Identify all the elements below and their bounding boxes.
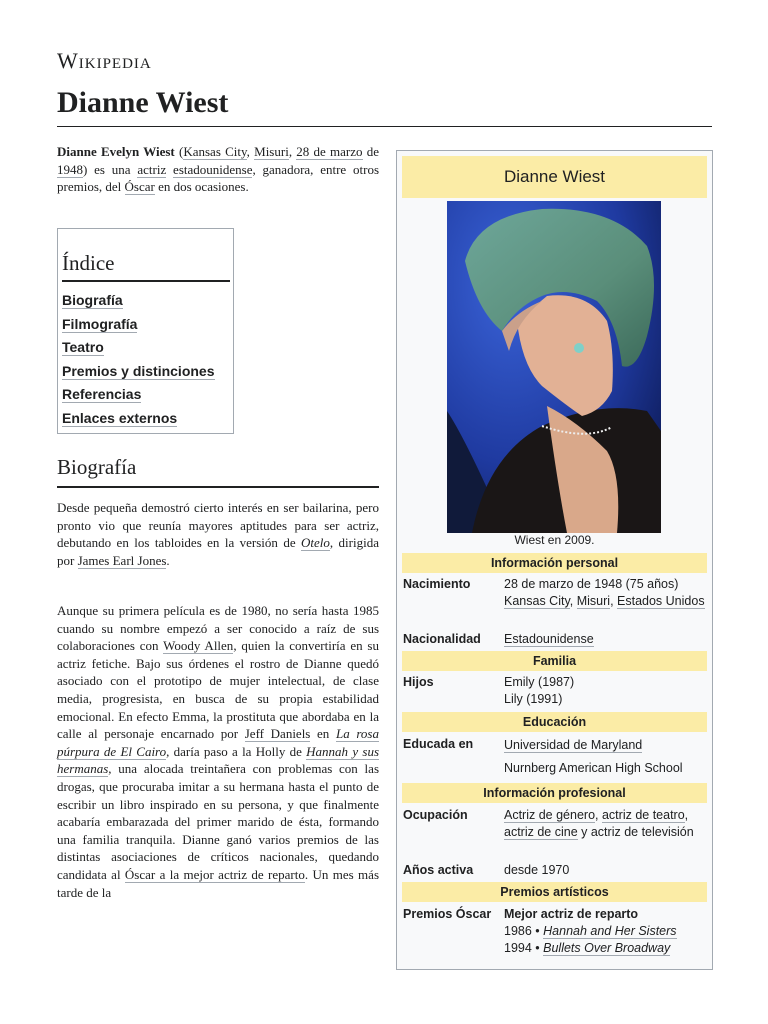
value-oscar-awards: Mejor actriz de reparto 1986 • Hannah and Her Sisters 1994 • Bullets Over Broadway bbox=[504, 907, 677, 955]
link-birth-state[interactable]: Misuri bbox=[576, 594, 611, 608]
header-education: Educación bbox=[402, 712, 707, 732]
link-hannah-y-sus-hermanas[interactable]: Hannah y sus hermanas bbox=[57, 743, 380, 777]
wikipedia-logo[interactable]: Wikipedia bbox=[57, 48, 152, 73]
link-misuri[interactable]: Misuri bbox=[254, 144, 289, 159]
toc-list bbox=[62, 289, 228, 431]
header-professional-info: Información profesional bbox=[402, 783, 707, 803]
toc-title: Índice bbox=[62, 251, 230, 282]
link-1948[interactable]: 1948 bbox=[57, 161, 83, 177]
toc-item-premios[interactable]: Premios y distinciones bbox=[62, 362, 215, 379]
header-personal-info: Información personal bbox=[402, 553, 707, 573]
label-education: Educada en bbox=[403, 737, 474, 751]
label-children: Hijos bbox=[403, 675, 434, 689]
subject-name: Dianne Evelyn Wiest bbox=[57, 144, 175, 159]
header-family: Familia bbox=[402, 651, 707, 671]
link-james-earl-jones[interactable]: James Earl Jones bbox=[77, 552, 167, 568]
value-years-active: desde 1970 bbox=[504, 863, 570, 877]
label-birth: Nacimiento bbox=[403, 577, 471, 591]
link-kansas-city[interactable]: Kansas City bbox=[183, 144, 247, 159]
toc-item-teatro[interactable]: Teatro bbox=[62, 339, 104, 356]
label-oscar-awards: Premios Óscar bbox=[403, 907, 492, 921]
value-children: Emily (1987) Lily (1991) bbox=[504, 675, 575, 706]
section-heading-biografia: Biografía bbox=[57, 455, 379, 488]
link-otelo[interactable]: Otelo bbox=[301, 535, 330, 551]
portrait-photo[interactable] bbox=[447, 201, 661, 533]
link-bullets-over-broadway[interactable]: Bullets Over Broadway bbox=[543, 941, 671, 955]
link-birth-city[interactable]: Kansas City bbox=[504, 594, 570, 608]
value-occupation: Actriz de género, actriz de teatro, actriz de cine y actriz de televisión bbox=[504, 808, 694, 839]
link-28-de-marzo[interactable]: 28 de marzo bbox=[296, 144, 363, 159]
toc-item-filmografia[interactable]: Filmografía bbox=[62, 315, 138, 332]
page-title: Dianne Wiest bbox=[57, 86, 229, 119]
value-birth: 28 de marzo de 1948 (75 años) Kansas City, Misuri, Estados Unidos bbox=[504, 577, 705, 608]
infobox-title: Dianne Wiest bbox=[402, 156, 707, 198]
toc-item-biografia[interactable]: Biografía bbox=[62, 292, 123, 308]
bio-paragraph-2: Aunque su primera película es de 1980, no sería hasta 1985 cuando su nombre empezó a ser conocido a raíz de sus colaboraciones con Woody Allen, quien la convertiría en su actriz fetiche. Bajo sus órdenes el rostro de Dianne quedó asociado con el prototipo de mujer intelectual, de clase media, progresista, en busca de su propia estabilidad emocional. En efecto Emma, la prostituta que abordaba en la calle al personaje encarnado por Jeff Daniels en La rosa púrpura de El Cairo, daría paso a la Holly de Hannah y sus hermanas, una alocada treintañera con problemas con las drogas, que procuraba imitar a su hermana hasta el punto de escribir un libro inspirado en su persona, y que finalmente acabaría embarazada del primer marido de ésta, formando una familia tranquila. Dianne ganó varios premios de las distintas asociaciones de críticos nacionales, quedando candidata al Óscar a la mejor actriz de reparto. Un mes más tarde de la bbox=[57, 603, 380, 900]
link-la-rosa-purpura[interactable]: La rosa púrpura de El Cairo bbox=[57, 726, 379, 759]
value-education-2: Nurnberg American High School bbox=[504, 761, 683, 775]
link-estadounidense[interactable]: estadounidense bbox=[173, 161, 253, 177]
link-oscar[interactable]: Óscar bbox=[124, 179, 155, 195]
infobox bbox=[396, 150, 713, 970]
intro-paragraph: Dianne Evelyn Wiest (Kansas City, Misuri, 28 de marzo de 1948) es una actriz estadounidense, ganadora, entre otros premios, del Óscar en dos ocasiones. bbox=[57, 144, 380, 195]
link-genre-actress[interactable]: Actriz de género bbox=[504, 808, 596, 822]
oscar-category: Mejor actriz de reparto bbox=[504, 907, 639, 921]
link-jeff-daniels[interactable]: Jeff Daniels bbox=[244, 726, 311, 742]
photo-caption: Wiest en 2009. bbox=[514, 533, 595, 547]
link-hannah-and-her-sisters[interactable]: Hannah and Her Sisters bbox=[543, 924, 677, 938]
link-actriz[interactable]: actriz bbox=[137, 161, 167, 177]
link-university-maryland[interactable]: Universidad de Maryland bbox=[504, 738, 643, 752]
link-oscar-mejor-actriz-reparto[interactable]: Óscar a la mejor actriz de reparto bbox=[124, 866, 305, 882]
header-artistic-awards: Premios artísticos bbox=[402, 882, 707, 902]
link-theatre-actress[interactable]: actriz de teatro bbox=[601, 808, 685, 822]
link-nationality[interactable]: Estadounidense bbox=[504, 632, 594, 646]
bio-paragraph-1: Desde pequeña demostró cierto interés en ser bailarina, pero pronto vio que reunía mayores aptitudes para ser actriz, debutando en los tabloides en la versión de Otelo, dirigida por James Earl Jones. bbox=[57, 500, 379, 568]
link-birth-country[interactable]: Estados Unidos bbox=[617, 594, 705, 608]
table-of-contents bbox=[57, 228, 234, 434]
link-woody-allen[interactable]: Woody Allen bbox=[163, 638, 234, 654]
link-film-actress[interactable]: actriz de cine bbox=[504, 825, 578, 839]
label-years-active: Años activa bbox=[403, 863, 474, 877]
value-nationality bbox=[504, 631, 708, 648]
value-education-1 bbox=[504, 737, 708, 754]
label-nationality: Nacionalidad bbox=[403, 632, 481, 646]
toc-item-referencias[interactable]: Referencias bbox=[62, 386, 142, 403]
title-divider bbox=[57, 126, 712, 127]
label-occupation: Ocupación bbox=[403, 808, 468, 822]
toc-item-enlaces-externos[interactable]: Enlaces externos bbox=[62, 409, 178, 426]
